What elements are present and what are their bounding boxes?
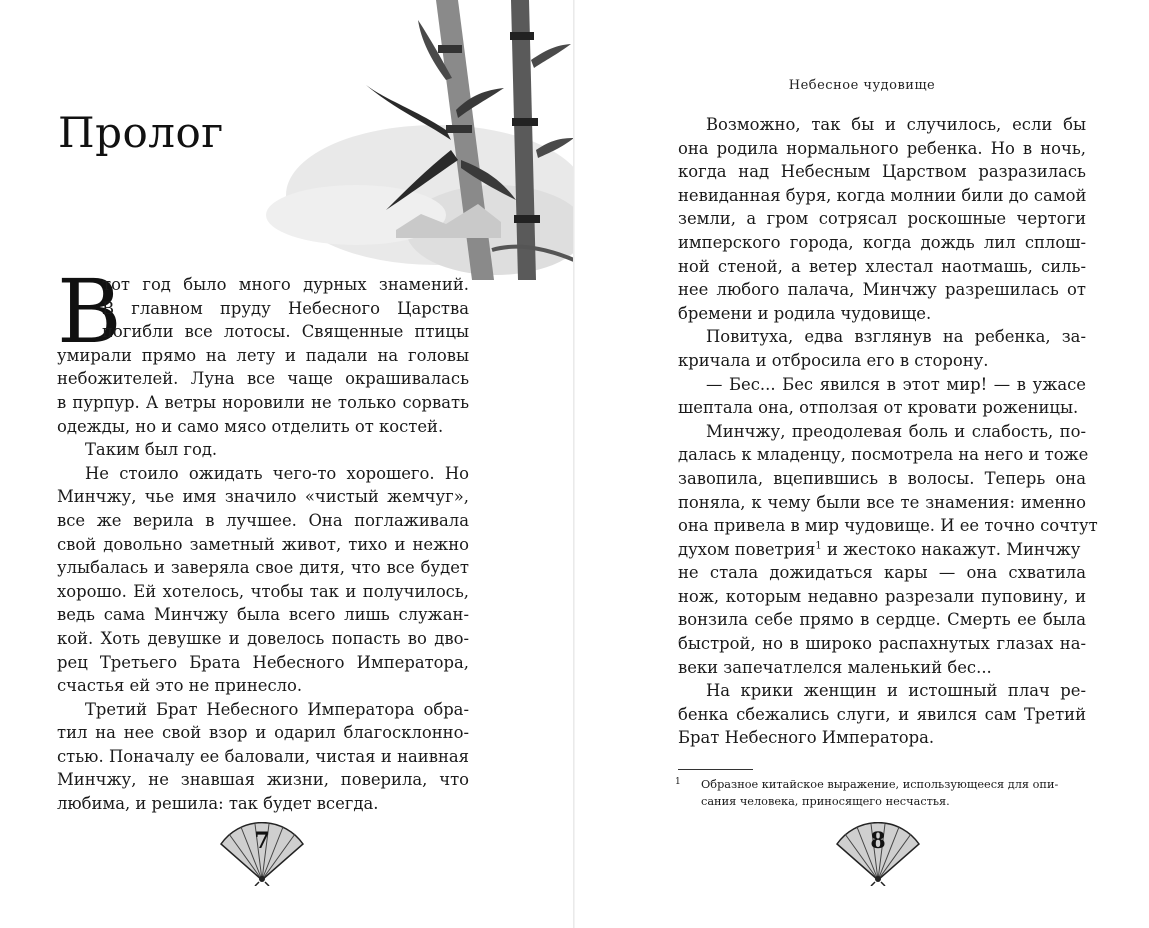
text-line: поняла, к чему были все те знамения: именно	[678, 492, 1086, 512]
text-line: тил на нее свой взор и одарил благосклонно-	[57, 723, 469, 743]
text-line: имперского города, когда дождь лил сплош-	[678, 232, 1086, 252]
text-line: вонзила себе прямо в сердце. Смерть ее была	[678, 610, 1086, 630]
text-line: На крики женщин и истошный плач ре-	[706, 681, 1086, 701]
text-line: свой довольно заметный живот, тихо и нежно	[57, 534, 469, 554]
text-line: любима, и решила: так будет всегда.	[57, 794, 379, 814]
text-line: — Бес... Бес явился в этот мир! — в ужасе	[706, 374, 1086, 394]
text-line: земли, а гром сотрясал роскошные чертоги	[678, 209, 1086, 229]
footnote-mark: 1	[675, 777, 681, 787]
fan-page-ornament	[217, 822, 307, 886]
text-line: счастья ей это не принесло.	[57, 676, 303, 696]
bamboo-illustration	[246, 0, 574, 280]
right-page	[575, 0, 1149, 928]
text-line: небожителей. Луна все чаще окрашивалась	[57, 369, 469, 389]
left-page	[0, 0, 574, 928]
right-body-text	[678, 113, 1098, 750]
text-line: одежды, но и само мясо отделить от костей.	[57, 416, 444, 436]
text-line: Таким был год.	[85, 440, 218, 460]
text-line: ной стеной, а ветер хлестал наотмашь, силь-	[678, 256, 1086, 276]
text-line: Третий Брат Небесного Императора обра-	[85, 699, 469, 719]
text-line: погибли все лотосы. Священные птицы	[102, 322, 469, 342]
text-line: ведь сама Минчжу была всего лишь служан-	[57, 605, 469, 625]
left-body-text	[57, 260, 469, 816]
text-line: Не стоило ожидать чего-то хорошего. Но	[85, 463, 469, 483]
text-line: Минчжу, не знавшая жизни, поверила, что	[57, 770, 469, 790]
page-number: 8	[870, 828, 886, 854]
text-line: стью. Поначалу ее баловали, чистая и наивная	[57, 746, 469, 766]
text-line: далась к младенцу, посмотрела на него и тоже	[678, 445, 1089, 465]
text-line: когда над Небесным Царством разразилась	[678, 162, 1086, 182]
text-line: завопила, вцепившись в волосы. Теперь она	[678, 468, 1086, 488]
footnote-body	[701, 776, 1058, 810]
running-head: Небесное чудовище	[788, 78, 936, 93]
text-line: кричала и отбросила его в сторону.	[678, 350, 989, 370]
text-line-with-footnote	[678, 538, 1086, 562]
page-number: 7	[254, 828, 270, 854]
footnote-divider	[678, 769, 753, 770]
text-line: нее любого палача, Минчжу разрешилась от	[678, 280, 1086, 300]
text-line: Минчжу, преодолевая боль и слабость, по-	[706, 421, 1086, 441]
text-line: хорошо. Ей хотелось, чтобы так и получилось,	[57, 581, 469, 601]
text-line: в пурпур. А ветры норовили не только сорвать	[57, 392, 469, 412]
text-line: В главном пруду Небесного Царства	[102, 298, 469, 318]
text-line: она привела в мир чудовище. И ее точно сочтут	[678, 516, 1098, 536]
text-line: улыбалась и заверяла свое дитя, что все будет	[57, 558, 469, 578]
text-line: бремени и родила чудовище.	[678, 303, 932, 323]
drop-cap: В	[57, 260, 122, 363]
text-line: Брат Небесного Императора.	[678, 728, 935, 748]
footnote-reference[interactable]: 1	[815, 540, 822, 552]
text-line: рец Третьего Брата Небесного Императора,	[57, 652, 469, 672]
text-line: веки запечатлелся маленький бес...	[678, 657, 992, 677]
text-line: Повитуха, едва взглянув на ребенка, за-	[706, 327, 1086, 347]
text-line: нож, которым недавно разрезали пуповину, и	[678, 586, 1086, 606]
text-line: Возможно, так бы и случилось, если бы	[706, 115, 1086, 134]
footnote-line: Образное китайское выражение, использующееся для опи-	[701, 778, 1059, 791]
text-line: быстрой, но в широко распахнутых глазах на-	[678, 634, 1086, 654]
text-fragment: и жестоко накажут. Минчжу	[821, 539, 1081, 559]
text-line: Минчжу, чье имя значило «чистый жемчуг»,	[57, 487, 469, 507]
text-line: она родила нормального ребенка. Но в ночь,	[678, 138, 1086, 158]
chapter-title: Пролог	[58, 108, 224, 157]
text-line: все же верила в лучшее. Она поглаживала	[57, 510, 469, 530]
text-line: не стала дожидаться кары — она схватила	[678, 563, 1086, 583]
text-line: бенка сбежались слуги, и явился сам Третий	[678, 704, 1086, 724]
text-line: шептала она, отползая от кровати роженицы.	[678, 398, 1079, 418]
text-line: тот год было много дурных знамений.	[102, 275, 469, 294]
text-line: умирали прямо на лету и падали на головы	[57, 345, 469, 365]
text-line: кой. Хоть девушке и довелось попасть во дво-	[57, 628, 469, 648]
text-fragment: духом поветрия	[678, 539, 816, 559]
fan-page-ornament	[833, 822, 923, 886]
text-line: невиданная буря, когда молнии били до самой	[678, 185, 1087, 205]
footnote-line: сания человека, приносящего несчастья.	[701, 795, 950, 808]
